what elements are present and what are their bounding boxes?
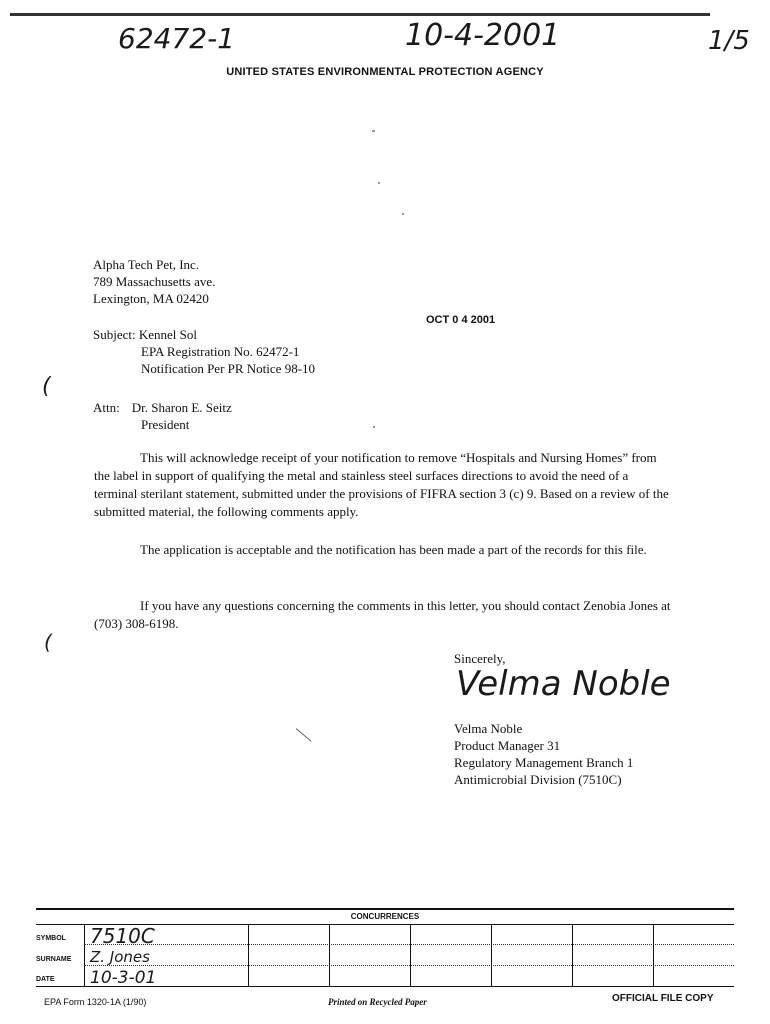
margin-mark-2: ( <box>44 630 52 654</box>
handwritten-reg-no: 62472-1 <box>118 22 235 55</box>
concurrences-title: CONCURRENCES <box>350 912 420 921</box>
address-line-2: 789 Massachusetts ave. <box>93 274 216 289</box>
recipient-address <box>93 256 215 307</box>
scan-speck <box>402 213 404 215</box>
subject-line-3: Notification Per PR Notice 98-10 <box>141 361 316 376</box>
surname-value: Z. Jones <box>90 948 150 966</box>
col-divider <box>491 924 492 986</box>
official-file-copy: OFFICIAL FILE COPY <box>612 993 714 1004</box>
attn-title: President <box>141 417 190 432</box>
col-divider <box>410 924 411 986</box>
closing: Sincerely, <box>454 651 506 666</box>
signer-block <box>454 720 633 788</box>
signer-title: Product Manager 31 <box>454 738 561 753</box>
attn-block <box>93 399 232 433</box>
subject-block <box>93 326 315 377</box>
col-divider <box>653 924 654 986</box>
col-divider <box>329 924 330 986</box>
surname-label: SURNAME <box>36 956 72 963</box>
agency-heading: UNITED STATES ENVIRONMENTAL PROTECTION AGENCY <box>226 66 544 78</box>
address-line-1: Alpha Tech Pet, Inc. <box>93 257 200 272</box>
scan-speck <box>372 130 375 132</box>
scan-speck <box>373 426 375 428</box>
received-date-stamp: OCT 0 4 2001 <box>426 314 496 326</box>
attn-label: Attn: <box>93 400 120 415</box>
symbol-label: SYMBOL <box>36 935 66 942</box>
form-number: EPA Form 1320-1A (1/90) <box>44 997 147 1007</box>
subject-line-1: Subject: Kennel Sol <box>93 327 197 342</box>
attn-name: Dr. Sharon E. Seitz <box>131 400 232 415</box>
date-value: 10-3-01 <box>90 968 157 988</box>
signature-image <box>456 664 671 704</box>
recycled-paper-note: Printed on Recycled Paper <box>328 997 427 1007</box>
scan-top-line <box>10 13 710 16</box>
handwritten-date: 10-4-2001 <box>405 18 561 53</box>
conc-top-rule <box>36 908 734 910</box>
handwritten-page-number: 1/5 <box>708 26 750 56</box>
col-divider <box>248 924 249 986</box>
col-divider <box>572 924 573 986</box>
concurrences-table <box>36 908 734 998</box>
scan-speck <box>378 182 380 184</box>
scan-stroke <box>296 728 312 742</box>
symbol-value: 7510C <box>90 924 155 948</box>
surname-row-line <box>84 965 734 966</box>
margin-mark-1: ( <box>42 374 51 399</box>
signer-name: Velma Noble <box>454 721 523 736</box>
signer-division: Antimicrobial Division (7510C) <box>454 772 622 787</box>
signature-text: Velma Noble <box>456 664 671 704</box>
body-paragraph-3: If you have any questions concerning the comments in this letter, you should contact Zenobia Jones at (703) 308-6198. <box>94 598 671 631</box>
date-label: DATE <box>36 976 55 983</box>
col-divider <box>84 924 85 986</box>
address-line-3: Lexington, MA 02420 <box>93 291 209 306</box>
body-paragraph-1: This will acknowledge receipt of your notification to remove “Hospitals and Nursing Homes” from the label in support of qualifying the metal and stainless steel surfaces directions to avoid the need of a terminal sterilant statement, submitted under the provisions of FIFRA section 3 (c) 9. Based on a review of the submitted material, the following comments apply. <box>94 450 669 519</box>
body-paragraph-2: The application is acceptable and the notification has been made a part of the records for this file. <box>140 542 647 557</box>
subject-line-2: EPA Registration No. 62472-1 <box>141 344 300 359</box>
symbol-row-line <box>84 944 734 945</box>
signer-branch: Regulatory Management Branch 1 <box>454 755 634 770</box>
